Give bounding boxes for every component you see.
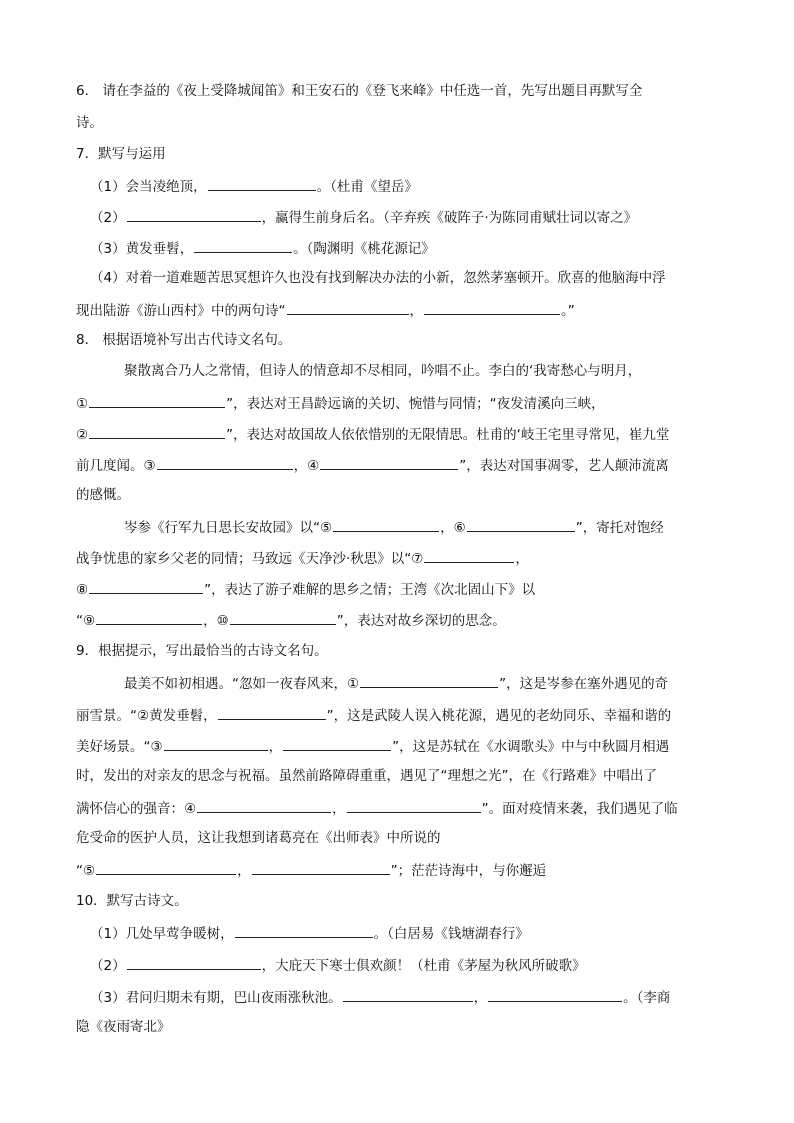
answer-blank[interactable] bbox=[360, 673, 498, 688]
q8-line-7: 战争忧患的家乡父老的同情；马致远《天净沙·秋思》以“⑦ ， bbox=[76, 548, 529, 568]
q7-item-1: （1）会当凌绝顶， 。（杜甫《望岳》 bbox=[90, 176, 418, 196]
answer-blank[interactable] bbox=[127, 207, 261, 222]
answer-blank[interactable] bbox=[194, 238, 292, 253]
answer-blank[interactable] bbox=[347, 798, 481, 813]
q8-line-3: ② ”，表达对故国故人依依惜别的无限情思。杜甫的‘岐王宅里寻常见，崔九堂 bbox=[76, 424, 669, 444]
q10-item-2: （2） ，大庇天下寒士俱欢颜！（杜甫《茅屋为秋风所破歌》 bbox=[90, 955, 586, 975]
q6-line-1: 6． 请在李益的《夜上受降城闻笛》和王安石的《登飞来峰》中任选一首，先写出题目再默写全 bbox=[76, 83, 643, 99]
answer-blank[interactable] bbox=[320, 455, 458, 470]
answer-blank[interactable] bbox=[488, 987, 622, 1002]
q8-line-1: 聚散离合乃人之常情，但诗人的情意却不尽相同，吟唱不止。李白的‘我寄愁心与明月， bbox=[124, 363, 642, 379]
q10-item-1: （1）几处早莺争暖树， 。（白居易《钱塘湖春行》 bbox=[90, 923, 529, 943]
q9-line-1: 最美不如初相遇。“忽如一夜春风来，① ”，这是岑参在塞外遇见的奇 bbox=[124, 673, 668, 693]
answer-blank[interactable] bbox=[283, 736, 391, 751]
q9-line-6: 危受命的医护人员，这让我想到诸葛亮在《出师表》中所说的 bbox=[76, 830, 441, 846]
q7-title: 7．默写与运用 bbox=[76, 146, 166, 162]
answer-blank[interactable] bbox=[208, 176, 316, 191]
answer-blank[interactable] bbox=[467, 517, 575, 532]
q7-item-4-line-2: 现出陆游《游山西村》中的两句诗“ ， 。” bbox=[76, 300, 575, 320]
q7-item-4-line-1: （4）对着一道难题苦思冥想许久也没有找到解决办法的小新，忽然茅塞顿开。欣喜的他脑海中浮 bbox=[90, 270, 666, 286]
q7-item-3: （3）黄发垂髫， 。（陶渊明《桃花源记》 bbox=[90, 238, 435, 258]
answer-blank[interactable] bbox=[424, 548, 514, 563]
answer-blank[interactable] bbox=[89, 579, 203, 594]
q10-title: 10．默写古诗文。 bbox=[76, 893, 188, 909]
answer-blank[interactable] bbox=[96, 860, 236, 875]
q8-line-8: ⑧ ”，表达了游子难解的思乡之情；王湾《次北固山下》以 bbox=[76, 579, 535, 599]
q8-line-5: 的感慨。 bbox=[76, 487, 130, 503]
answer-blank[interactable] bbox=[230, 610, 336, 625]
answer-blank[interactable] bbox=[96, 610, 202, 625]
answer-blank[interactable] bbox=[157, 455, 293, 470]
q8-line-9: “⑨ ，⑩ ”，表达对故乡深切的思念。 bbox=[76, 610, 506, 630]
q9-line-3: 美好场景。“③ ， ”，这是苏轼在《水调歌头》中与中秋圆月相遇 bbox=[76, 736, 669, 756]
answer-blank[interactable] bbox=[197, 798, 331, 813]
answer-blank[interactable] bbox=[424, 300, 560, 315]
q10-item-3-line-1: （3）君问归期未有期，巴山夜雨涨秋池。 ， 。（李商 bbox=[90, 987, 670, 1007]
answer-blank[interactable] bbox=[287, 300, 409, 315]
answer-blank[interactable] bbox=[164, 736, 268, 751]
answer-blank[interactable] bbox=[127, 955, 261, 970]
q9-line-2: 丽雪景。“②黄发垂髫， ”，这是武陵人误入桃花源，遇见的老幼同乐、幸福和谐的 bbox=[76, 705, 671, 725]
answer-blank[interactable] bbox=[89, 393, 225, 408]
q8-line-4: 前几度闻。③ ，④ ”，表达对国事凋零，艺人颠沛流离 bbox=[76, 455, 669, 475]
q9-line-7: “⑤ ， ”；茫茫诗海中，与你邂逅 bbox=[76, 860, 546, 880]
answer-blank[interactable] bbox=[252, 860, 390, 875]
q6-line-2: 诗。 bbox=[76, 115, 103, 131]
q8-line-2: ① ”，表达对王昌龄远谪的关切、惋惜与同情；“夜发清溪向三峡， bbox=[76, 393, 605, 413]
answer-blank[interactable] bbox=[333, 517, 439, 532]
q10-item-3-line-2: 隐《夜雨寄北》 bbox=[76, 1019, 171, 1035]
q9-line-4: 时，发出的对亲友的思念与祝福。虽然前路障碍重重，遇见了“理想之光”，在《行路难》中唱出了 bbox=[76, 768, 657, 784]
answer-blank[interactable] bbox=[89, 424, 225, 439]
answer-blank[interactable] bbox=[218, 705, 326, 720]
q7-item-2: （2） ，赢得生前身后名。（辛弃疾《破阵子·为陈同甫赋壮词以寄之》 bbox=[90, 207, 637, 227]
q8-line-6: 岑参《行军九日思长安故园》以“⑤ ，⑥ ”，寄托对饱经 bbox=[124, 517, 664, 537]
answer-blank[interactable] bbox=[343, 987, 473, 1002]
q9-title: 9．根据提示，写出最恰当的古诗文名句。 bbox=[76, 643, 328, 659]
answer-blank[interactable] bbox=[235, 923, 373, 938]
q9-line-5: 满怀信心的强音：④ ， ”。面对疫情来袭，我们遇见了临 bbox=[76, 798, 678, 818]
q8-title: 8． 根据语境补写出古代诗文名句。 bbox=[76, 332, 292, 348]
